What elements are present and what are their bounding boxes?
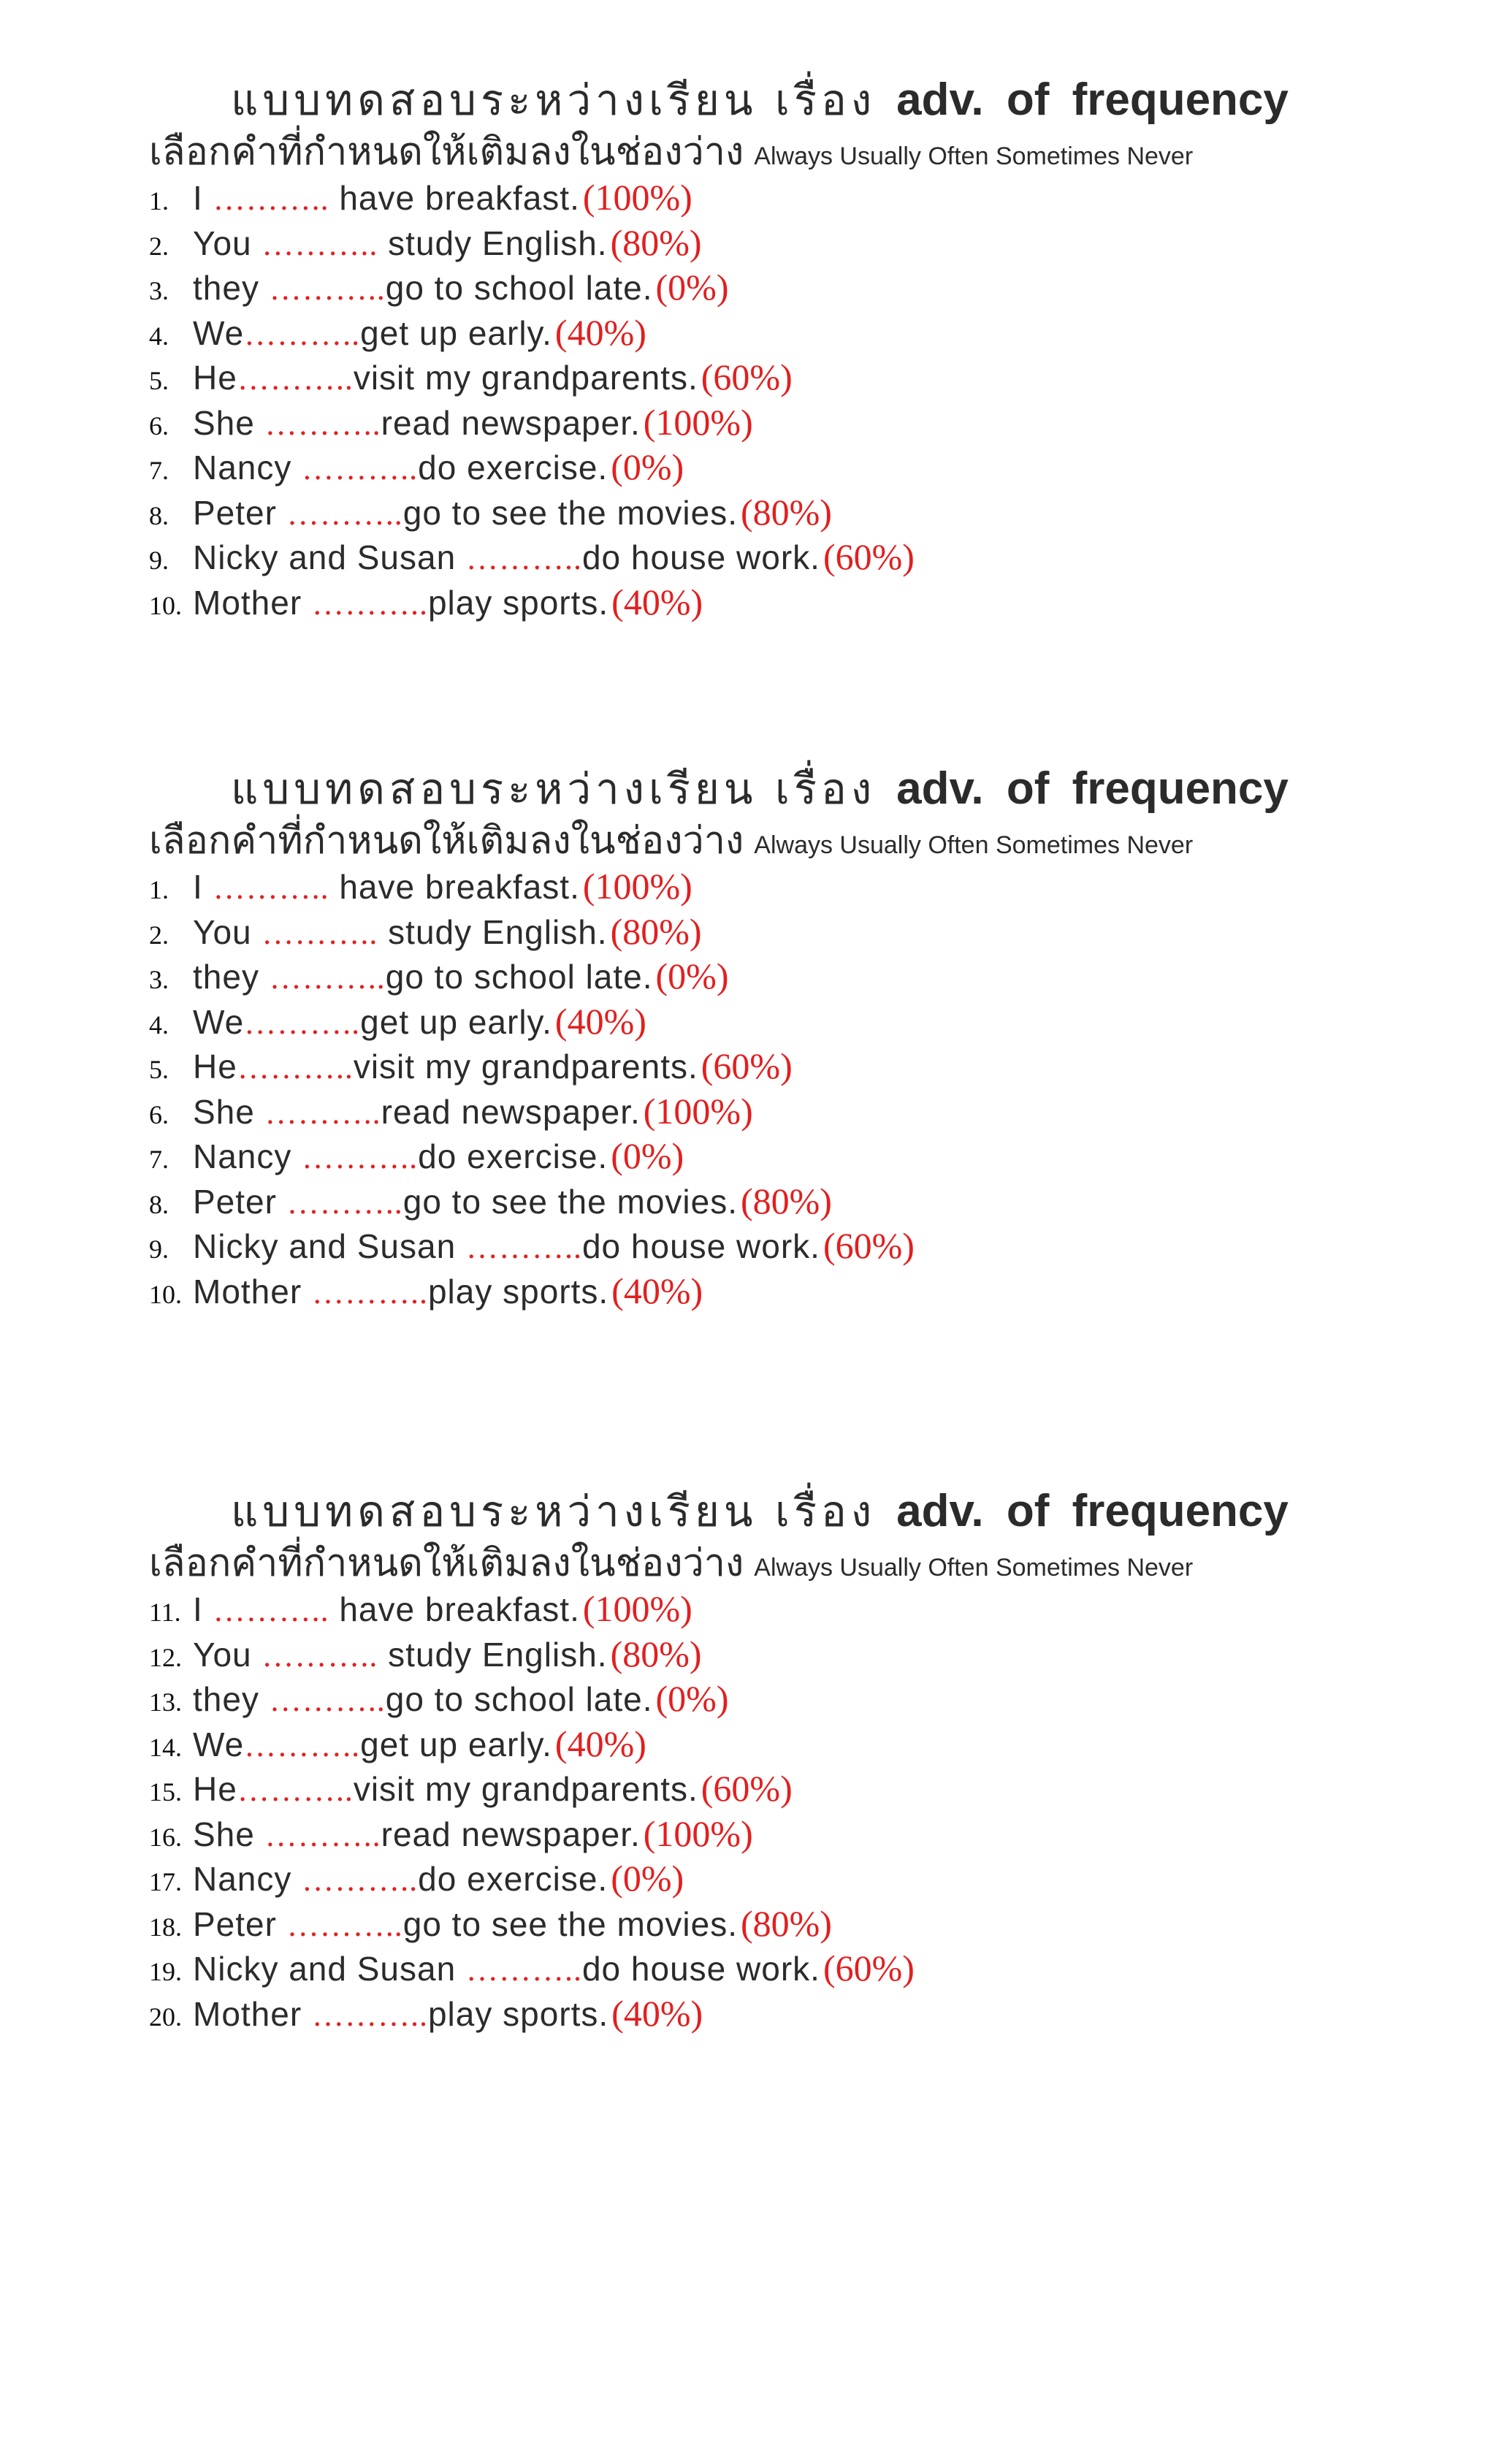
- question-number: 10.: [149, 1279, 182, 1309]
- frequency-percent: (60%): [701, 1768, 793, 1809]
- question-item: [149, 1766, 1354, 1812]
- question-predicate: go to see the movies.: [402, 493, 738, 532]
- answer-blank[interactable]: ………..: [237, 361, 354, 397]
- question-subject: Mother: [193, 1272, 312, 1311]
- question-predicate: read newspaper.: [381, 1092, 641, 1131]
- instruction-line: [149, 129, 1354, 175]
- answer-blank[interactable]: ………..: [269, 271, 386, 307]
- question-subject: She: [193, 1815, 265, 1853]
- question-item: [149, 175, 1354, 221]
- question-predicate: have breakfast.: [329, 179, 580, 217]
- answer-blank[interactable]: ………..: [237, 1772, 354, 1808]
- question-number: 13.: [149, 1687, 182, 1717]
- question-predicate: play sports.: [427, 1994, 609, 2033]
- question-subject: You: [193, 1635, 262, 1674]
- question-subject: they: [193, 269, 270, 307]
- question-predicate: go to school late.: [385, 1680, 653, 1718]
- word-choices: Always Usually Often Sometimes Never: [754, 831, 1194, 859]
- question-subject: Nicky and Susan: [193, 1227, 466, 1265]
- question-subject: Nicky and Susan: [193, 1950, 466, 1988]
- question-item: [149, 400, 1354, 446]
- question-number: 9.: [149, 546, 169, 575]
- question-number: 4.: [149, 1010, 169, 1040]
- frequency-percent: (100%): [582, 1588, 692, 1629]
- answer-blank[interactable]: ………..: [213, 870, 329, 906]
- answer-blank[interactable]: ………..: [311, 585, 428, 622]
- question-predicate: do house work.: [581, 1950, 820, 1988]
- question-number: 3.: [149, 965, 169, 994]
- frequency-percent: (0%): [655, 1678, 729, 1719]
- word-choices: Always Usually Often Sometimes Never: [754, 142, 1194, 170]
- question-predicate: play sports.: [427, 1272, 609, 1311]
- question-list: [149, 175, 1354, 625]
- question-subject: they: [193, 958, 270, 996]
- question-item: [149, 1089, 1354, 1134]
- frequency-percent: (0%): [611, 446, 684, 487]
- answer-blank[interactable]: ………..: [262, 226, 378, 262]
- worksheet-title: [149, 760, 1354, 817]
- question-subject: I: [193, 1590, 213, 1628]
- title-topic: adv. of frequency: [896, 1486, 1289, 1536]
- question-subject: We: [193, 1725, 245, 1763]
- question-predicate: read newspaper.: [381, 1815, 641, 1853]
- question-number: 1.: [149, 186, 169, 215]
- answer-blank[interactable]: ………..: [269, 960, 386, 996]
- question-predicate: study English.: [378, 1635, 608, 1674]
- frequency-percent: (40%): [611, 1992, 703, 2034]
- frequency-percent: (80%): [610, 1633, 702, 1674]
- instruction-thai: เลือกคำที่กำหนดให้เติมลงในช่องว่าง: [149, 819, 744, 863]
- question-item: [149, 1902, 1354, 1947]
- frequency-percent: (0%): [611, 1858, 684, 1899]
- question-predicate: go to see the movies.: [402, 1182, 738, 1221]
- question-number: 18.: [149, 1912, 182, 1942]
- question-number: 9.: [149, 1235, 169, 1264]
- question-subject: I: [193, 179, 213, 217]
- question-predicate: visit my grandparents.: [353, 1770, 698, 1808]
- question-list: [149, 1587, 1354, 2036]
- frequency-percent: (80%): [740, 1902, 832, 1944]
- frequency-percent: (80%): [610, 221, 702, 263]
- frequency-percent: (100%): [643, 401, 753, 443]
- frequency-percent: (40%): [611, 581, 703, 622]
- worksheet-1: [149, 72, 1354, 625]
- question-predicate: play sports.: [427, 583, 609, 622]
- question-predicate: visit my grandparents.: [353, 1048, 698, 1086]
- question-number: 5.: [149, 1055, 169, 1084]
- answer-blank[interactable]: ………..: [264, 1817, 381, 1853]
- answer-blank[interactable]: ………..: [302, 1862, 419, 1898]
- frequency-percent: (40%): [554, 1000, 646, 1042]
- answer-blank[interactable]: ………..: [465, 1952, 582, 1988]
- question-subject: Nicky and Susan: [193, 538, 466, 576]
- frequency-percent: (40%): [554, 311, 646, 353]
- answer-blank[interactable]: ………..: [311, 1996, 428, 2033]
- title-thai: แบบทดสอบระหว่างเรียน เรื่อง: [231, 1487, 877, 1536]
- question-item: [149, 310, 1354, 356]
- question-item: [149, 1856, 1354, 1902]
- question-item: [149, 221, 1354, 266]
- frequency-percent: (0%): [655, 956, 729, 996]
- question-item: [149, 1134, 1354, 1179]
- frequency-percent: (100%): [582, 177, 692, 218]
- answer-blank[interactable]: ………..: [269, 1682, 386, 1718]
- question-subject: Nancy: [193, 1137, 302, 1175]
- question-number: 6.: [149, 411, 169, 440]
- answer-blank[interactable]: ………..: [286, 1184, 403, 1221]
- question-subject: Peter: [193, 1182, 287, 1221]
- question-predicate: study English.: [378, 912, 608, 951]
- question-list: [149, 864, 1354, 1313]
- question-subject: She: [193, 403, 265, 442]
- question-subject: Mother: [193, 1994, 312, 2033]
- question-item: [149, 909, 1354, 955]
- question-subject: We: [193, 1002, 245, 1041]
- question-number: 2.: [149, 920, 169, 950]
- question-subject: She: [193, 1092, 265, 1131]
- frequency-percent: (60%): [701, 1045, 793, 1086]
- question-number: 2.: [149, 231, 169, 261]
- answer-blank[interactable]: ………..: [262, 1637, 378, 1674]
- question-number: 16.: [149, 1822, 182, 1852]
- question-number: 15.: [149, 1777, 182, 1807]
- frequency-percent: (40%): [611, 1270, 703, 1311]
- question-item: [149, 1722, 1354, 1767]
- question-predicate: do exercise.: [418, 1860, 608, 1898]
- question-predicate: visit my grandparents.: [353, 359, 698, 397]
- question-number: 10.: [149, 590, 182, 620]
- question-number: 1.: [149, 875, 169, 904]
- question-subject: He: [193, 1048, 237, 1086]
- question-item: [149, 1812, 1354, 1857]
- frequency-percent: (0%): [655, 267, 729, 308]
- answer-blank[interactable]: ………..: [286, 1907, 403, 1943]
- question-predicate: do exercise.: [418, 1137, 608, 1175]
- question-subject: He: [193, 1770, 237, 1808]
- instruction-line: [149, 1540, 1354, 1587]
- question-item: [149, 864, 1354, 909]
- frequency-percent: (80%): [740, 491, 832, 533]
- question-number: 12.: [149, 1642, 182, 1672]
- question-number: 14.: [149, 1732, 182, 1762]
- question-subject: We: [193, 313, 245, 352]
- answer-blank[interactable]: ………..: [264, 405, 381, 442]
- question-subject: He: [193, 359, 237, 397]
- word-choices: Always Usually Often Sometimes Never: [754, 1554, 1194, 1582]
- frequency-percent: (60%): [701, 356, 793, 397]
- frequency-percent: (40%): [554, 1723, 646, 1764]
- question-predicate: read newspaper.: [381, 403, 641, 442]
- question-number: 11.: [149, 1598, 181, 1627]
- question-item: [149, 1224, 1354, 1269]
- frequency-percent: (100%): [643, 1812, 753, 1854]
- question-item: [149, 1991, 1354, 2037]
- frequency-percent: (60%): [823, 1948, 915, 1988]
- question-item: [149, 954, 1354, 999]
- question-number: 6.: [149, 1099, 169, 1129]
- question-item: [149, 1044, 1354, 1089]
- frequency-percent: (80%): [610, 910, 702, 952]
- answer-blank[interactable]: ………..: [302, 451, 419, 487]
- question-subject: You: [193, 224, 262, 262]
- question-subject: I: [193, 868, 213, 906]
- question-subject: You: [193, 912, 262, 951]
- question-predicate: go to see the movies.: [402, 1904, 738, 1943]
- instruction-thai: เลือกคำที่กำหนดให้เติมลงในช่องว่าง: [149, 130, 744, 174]
- answer-blank[interactable]: ………..: [237, 1050, 354, 1086]
- answer-blank[interactable]: ………..: [213, 1593, 329, 1628]
- instruction-line: [149, 817, 1354, 864]
- question-item: [149, 580, 1354, 625]
- question-number: 7.: [149, 456, 169, 485]
- worksheet-title: [149, 72, 1354, 129]
- question-item: [149, 1269, 1354, 1314]
- question-item: [149, 1632, 1354, 1677]
- question-number: 17.: [149, 1867, 182, 1896]
- question-number: 20.: [149, 2002, 182, 2032]
- question-subject: Peter: [193, 493, 287, 532]
- frequency-percent: (0%): [611, 1135, 684, 1176]
- title-thai: แบบทดสอบระหว่างเรียน เรื่อง: [231, 75, 877, 125]
- question-predicate: do exercise.: [418, 449, 608, 487]
- frequency-percent: (80%): [740, 1180, 832, 1221]
- frequency-percent: (100%): [582, 866, 692, 907]
- question-number: 19.: [149, 1957, 182, 1986]
- question-number: 8.: [149, 500, 169, 530]
- question-item: [149, 355, 1354, 400]
- question-item: [149, 1587, 1354, 1632]
- question-predicate: go to school late.: [385, 958, 653, 996]
- answer-blank[interactable]: ………..: [286, 495, 403, 532]
- question-item: [149, 1946, 1354, 1991]
- question-predicate: go to school late.: [385, 269, 653, 307]
- answer-blank[interactable]: ………..: [213, 181, 329, 217]
- question-item: [149, 445, 1354, 490]
- answer-blank[interactable]: ………..: [264, 1094, 381, 1131]
- question-number: 5.: [149, 366, 169, 395]
- answer-blank[interactable]: ………..: [262, 915, 378, 951]
- question-predicate: study English.: [378, 224, 608, 262]
- worksheet-3: [149, 1483, 1354, 2036]
- answer-blank[interactable]: ………..: [244, 1004, 361, 1041]
- instruction-thai: เลือกคำที่กำหนดให้เติมลงในช่องว่าง: [149, 1541, 744, 1585]
- answer-blank[interactable]: ………..: [465, 541, 582, 576]
- question-predicate: do house work.: [581, 538, 820, 576]
- question-subject: they: [193, 1680, 270, 1718]
- question-predicate: get up early.: [360, 1002, 552, 1041]
- answer-blank[interactable]: ………..: [311, 1274, 428, 1311]
- worksheet-2: [149, 760, 1354, 1313]
- title-topic: adv. of frequency: [896, 75, 1289, 125]
- title-thai: แบบทดสอบระหว่างเรียน เรื่อง: [231, 764, 877, 814]
- question-subject: Peter: [193, 1904, 287, 1943]
- question-predicate: have breakfast.: [329, 868, 580, 906]
- answer-blank[interactable]: ………..: [465, 1229, 582, 1265]
- question-item: [149, 1677, 1354, 1722]
- question-number: 8.: [149, 1189, 169, 1219]
- question-predicate: get up early.: [360, 313, 552, 352]
- title-topic: adv. of frequency: [896, 763, 1289, 814]
- question-number: 4.: [149, 321, 169, 351]
- question-item: [149, 999, 1354, 1045]
- answer-blank[interactable]: ………..: [244, 1727, 361, 1763]
- question-item: [149, 1179, 1354, 1224]
- answer-blank[interactable]: ………..: [302, 1140, 419, 1175]
- frequency-percent: (60%): [823, 1225, 915, 1266]
- question-subject: Mother: [193, 583, 312, 622]
- question-number: 7.: [149, 1145, 169, 1174]
- question-number: 3.: [149, 276, 169, 305]
- question-item: [149, 265, 1354, 310]
- question-predicate: have breakfast.: [329, 1590, 580, 1628]
- question-predicate: do house work.: [581, 1227, 820, 1265]
- answer-blank[interactable]: ………..: [244, 316, 361, 352]
- question-item: [149, 490, 1354, 535]
- question-item: [149, 535, 1354, 580]
- question-subject: Nancy: [193, 1860, 302, 1898]
- question-predicate: get up early.: [360, 1725, 552, 1763]
- frequency-percent: (60%): [823, 536, 915, 577]
- worksheet-title: [149, 1483, 1354, 1540]
- frequency-percent: (100%): [643, 1090, 753, 1132]
- question-subject: Nancy: [193, 449, 302, 487]
